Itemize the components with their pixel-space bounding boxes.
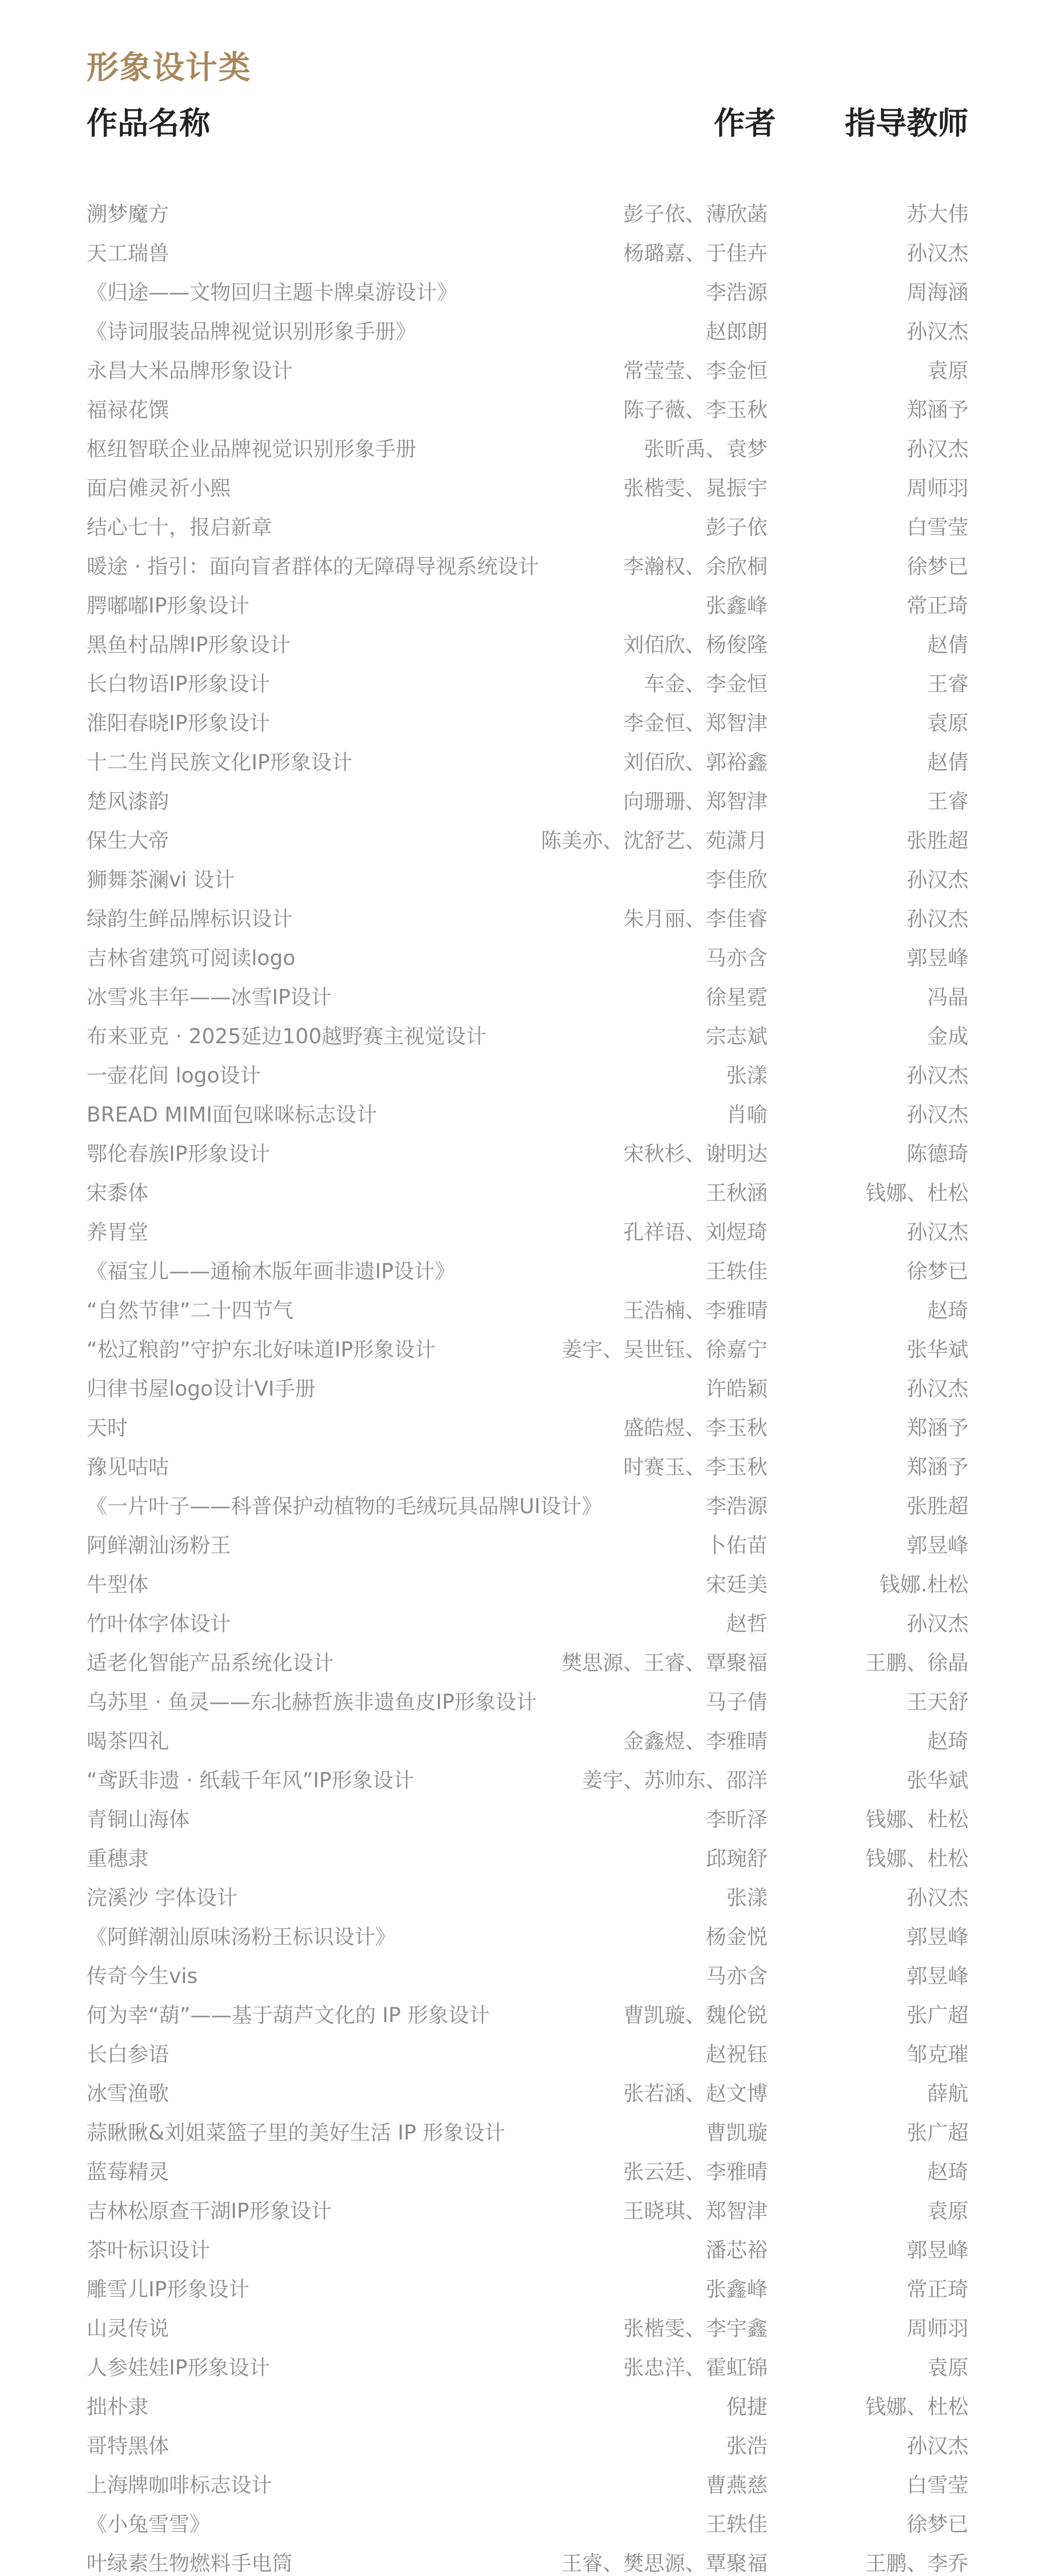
list-item bbox=[87, 625, 968, 665]
entry-authors: 孔祥语、刘煜琦 bbox=[623, 1221, 768, 1244]
entry-authors: 马子倩 bbox=[706, 1690, 768, 1714]
list-item bbox=[87, 351, 968, 391]
entry-advisor: 王鹏、李乔 bbox=[865, 2552, 968, 2575]
entry-title: 冰雪渔歌 bbox=[87, 2082, 169, 2106]
entry-advisor: 郭昱峰 bbox=[907, 1925, 968, 1949]
entry-title: 福禄花馔 bbox=[87, 398, 169, 422]
entry-authors: 张鑫峰 bbox=[706, 594, 768, 618]
entry-title: 狮舞茶澜vi 设计 bbox=[87, 868, 235, 892]
entry-advisor: 孙汉杰 bbox=[907, 437, 968, 461]
entry-advisor: 周师羽 bbox=[907, 2317, 968, 2341]
entry-authors: 张浩 bbox=[726, 2434, 768, 2458]
entry-title: BREAD MIMI面包咪咪标志设计 bbox=[87, 1103, 378, 1127]
entry-advisor: 郭昱峰 bbox=[907, 1534, 968, 1557]
entry-advisor: 郭昱峰 bbox=[907, 1964, 968, 1988]
award-list-page bbox=[87, 46, 968, 2575]
entry-advisor: 钱娜、杜松 bbox=[865, 1847, 968, 1871]
list-item bbox=[87, 2505, 968, 2544]
list-item bbox=[87, 2074, 968, 2113]
list-item bbox=[87, 1291, 968, 1330]
entry-authors: 李浩源 bbox=[706, 1495, 768, 1518]
entry-advisor: 陈德琦 bbox=[907, 1142, 968, 1166]
entry-authors: 杨璐嘉、于佳卉 bbox=[623, 242, 768, 265]
entry-advisor: 孙汉杰 bbox=[907, 1103, 968, 1127]
entry-authors: 赵郎朗 bbox=[706, 320, 768, 344]
list-item bbox=[87, 2544, 968, 2576]
entry-title: 蓝莓精灵 bbox=[87, 2160, 169, 2184]
list-item bbox=[87, 508, 968, 547]
list-item bbox=[87, 900, 968, 939]
entry-advisor: 郑涵予 bbox=[907, 398, 968, 422]
list-item bbox=[87, 1996, 968, 2035]
entry-advisor: 郭昱峰 bbox=[907, 946, 968, 970]
entry-title: 宋黍体 bbox=[87, 1181, 148, 1205]
entry-advisor: 孙汉杰 bbox=[907, 2434, 968, 2458]
entry-title: 吉林松原查干湖IP形象设计 bbox=[87, 2199, 332, 2223]
list-item bbox=[87, 1174, 968, 1213]
list-item bbox=[87, 273, 968, 312]
entry-title: 楚风漆韵 bbox=[87, 790, 169, 814]
entry-title: 永昌大米品牌形象设计 bbox=[87, 359, 293, 383]
list-item bbox=[87, 2192, 968, 2231]
entry-authors: 刘佰欣、郭裕鑫 bbox=[623, 751, 768, 774]
list-item bbox=[87, 2035, 968, 2074]
entry-title: 鄂伦春族IP形象设计 bbox=[87, 1142, 270, 1166]
entry-authors: 陈美亦、沈舒艺、苑潇月 bbox=[541, 829, 768, 853]
entry-advisor: 王鹏、徐晶 bbox=[865, 1651, 968, 1675]
entry-advisor: 苏大伟 bbox=[907, 202, 968, 226]
entry-advisor: 孙汉杰 bbox=[907, 1612, 968, 1636]
entry-title: 天工瑞兽 bbox=[87, 242, 169, 265]
entry-title: 豫见咕咕 bbox=[87, 1455, 169, 1479]
entry-title: 阿鲜潮汕汤粉王 bbox=[87, 1534, 231, 1557]
entry-advisor: 王睿 bbox=[927, 790, 968, 814]
entry-advisor: 张胜超 bbox=[907, 829, 968, 853]
entry-title: 溯梦魔方 bbox=[87, 202, 169, 226]
entry-authors: 张昕禹、袁梦 bbox=[644, 437, 768, 461]
entry-title: 喝茶四礼 bbox=[87, 1730, 169, 1753]
entry-advisor: 赵倩 bbox=[927, 751, 968, 774]
list-item bbox=[87, 1252, 968, 1291]
entry-title: 适老化智能产品系统化设计 bbox=[87, 1651, 334, 1675]
entry-authors: 李瀚权、余欣桐 bbox=[623, 555, 768, 579]
entry-advisor: 孙汉杰 bbox=[907, 320, 968, 344]
entry-authors: 李佳欣 bbox=[706, 868, 768, 892]
entry-authors: 王浩楠、李雅晴 bbox=[623, 1299, 768, 1323]
entry-authors: 王轶佳 bbox=[706, 2513, 768, 2536]
header-title-column: 作品名称 bbox=[87, 106, 210, 142]
entry-advisor: 王睿 bbox=[927, 672, 968, 696]
entry-title: “松辽粮韵”守护东北好味道IP形象设计 bbox=[87, 1338, 436, 1362]
entry-title: 茶叶标识设计 bbox=[87, 2239, 210, 2262]
entry-advisor: 邹克璀 bbox=[907, 2043, 968, 2066]
entry-advisor: 王天舒 bbox=[907, 1690, 968, 1714]
entry-advisor: 张华斌 bbox=[907, 1338, 968, 1362]
list-item bbox=[87, 1409, 968, 1448]
list-item bbox=[87, 939, 968, 978]
entry-advisor: 张胜超 bbox=[907, 1495, 968, 1518]
entry-title: 天时 bbox=[87, 1416, 128, 1440]
entry-title: 人参娃娃IP形象设计 bbox=[87, 2356, 270, 2380]
entry-authors: 盛皓煜、李玉秋 bbox=[623, 1416, 768, 1440]
list-item bbox=[87, 1800, 968, 1839]
entry-authors: 曹凯璇、魏伦锐 bbox=[623, 2004, 768, 2027]
entry-title: 面启傩灵祈小熙 bbox=[87, 477, 231, 500]
entry-authors: 朱月丽、李佳睿 bbox=[623, 907, 768, 931]
list-item bbox=[87, 1761, 968, 1800]
entry-authors: 金鑫煜、李雅晴 bbox=[623, 1730, 768, 1753]
entry-advisor: 袁原 bbox=[927, 711, 968, 735]
entry-authors: 张漾 bbox=[726, 1886, 768, 1910]
list-item bbox=[87, 2153, 968, 2192]
table-header bbox=[87, 98, 968, 160]
list-item bbox=[87, 704, 968, 743]
entry-advisor: 郑涵予 bbox=[907, 1416, 968, 1440]
entry-title: “鸢跃非遗 · 纸载千年风”IP形象设计 bbox=[87, 1769, 414, 1792]
list-item bbox=[87, 1957, 968, 1996]
entry-advisor: 张华斌 bbox=[907, 1769, 968, 1792]
entry-advisor: 孙汉杰 bbox=[907, 907, 968, 931]
entry-authors: 彭子依 bbox=[706, 516, 768, 539]
entry-authors: 常莹莹、李金恒 bbox=[623, 359, 768, 383]
list-item bbox=[87, 1878, 968, 1918]
entry-title: 黑鱼村品牌IP形象设计 bbox=[87, 633, 291, 657]
list-item bbox=[87, 1526, 968, 1565]
entry-title: 《诗词服装品牌视觉识别形象手册》 bbox=[87, 320, 416, 344]
entry-authors: 马亦含 bbox=[706, 1964, 768, 1988]
entry-advisor: 白雪莹 bbox=[907, 2473, 968, 2497]
entry-authors: 曹凯璇 bbox=[706, 2121, 768, 2145]
entry-advisor: 常正琦 bbox=[907, 2278, 968, 2301]
entry-authors: 王睿、樊思源、覃聚福 bbox=[561, 2552, 768, 2575]
entry-advisor: 周海涵 bbox=[907, 281, 968, 304]
entry-authors: 张楷雯、李宇鑫 bbox=[623, 2317, 768, 2341]
list-item bbox=[87, 2113, 968, 2153]
entry-authors: 徐星霓 bbox=[706, 986, 768, 1009]
entry-advisor: 孙汉杰 bbox=[907, 868, 968, 892]
entry-title: 布来亚克 · 2025延边100越野赛主视觉设计 bbox=[87, 1025, 487, 1048]
entry-advisor: 冯晶 bbox=[927, 986, 968, 1009]
entry-advisor: 郭昱峰 bbox=[907, 2239, 968, 2262]
entry-advisor: 郑涵予 bbox=[907, 1455, 968, 1479]
entry-authors: 李金恒、郑智津 bbox=[623, 711, 768, 735]
entry-authors: 陈子薇、李玉秋 bbox=[623, 398, 768, 422]
entry-title: 吉林省建筑可阅读logo bbox=[87, 946, 296, 970]
entry-title: 蒜瞅瞅&刘姐菜篮子里的美好生活 IP 形象设计 bbox=[87, 2121, 505, 2145]
entries-list bbox=[87, 195, 968, 2576]
list-item bbox=[87, 195, 968, 234]
entry-title: 保生大帝 bbox=[87, 829, 169, 853]
entry-advisor: 孙汉杰 bbox=[907, 1886, 968, 1910]
entry-title: 拙朴隶 bbox=[87, 2395, 148, 2419]
entry-advisor: 张广超 bbox=[907, 2004, 968, 2027]
entry-advisor: 袁原 bbox=[927, 359, 968, 383]
entry-authors: 彭子依、薄欣菡 bbox=[623, 202, 768, 226]
entry-authors: 肖喻 bbox=[726, 1103, 768, 1127]
entry-authors: 马亦含 bbox=[706, 946, 768, 970]
list-item bbox=[87, 2387, 968, 2427]
list-item bbox=[87, 978, 968, 1017]
entry-title: 一壶花间 logo设计 bbox=[87, 1064, 261, 1088]
entry-title: 长白物语IP形象设计 bbox=[87, 672, 270, 696]
entry-advisor: 孙汉杰 bbox=[907, 242, 968, 265]
list-item bbox=[87, 1369, 968, 1409]
entry-advisor: 袁原 bbox=[927, 2356, 968, 2380]
entry-authors: 宗志斌 bbox=[706, 1025, 768, 1048]
entry-title: 枢纽智联企业品牌视觉识别形象手册 bbox=[87, 437, 416, 461]
entry-authors: 李昕泽 bbox=[706, 1808, 768, 1832]
list-item bbox=[87, 1213, 968, 1252]
list-item bbox=[87, 547, 968, 586]
entry-authors: 卜佑苗 bbox=[706, 1534, 768, 1557]
list-item bbox=[87, 2231, 968, 2270]
entry-title: 《阿鲜潮汕原味汤粉王标识设计》 bbox=[87, 1925, 396, 1949]
list-item bbox=[87, 2466, 968, 2505]
entry-authors: 邱琬舒 bbox=[706, 1847, 768, 1871]
entry-authors: 王秋涵 bbox=[706, 1181, 768, 1205]
list-item bbox=[87, 586, 968, 625]
category-title: 形象设计类 bbox=[87, 48, 252, 86]
entry-authors: 向珊珊、郑智津 bbox=[623, 790, 768, 814]
entry-authors: 许皓颖 bbox=[706, 1377, 768, 1401]
entry-authors: 赵哲 bbox=[726, 1612, 768, 1636]
list-item bbox=[87, 2309, 968, 2348]
entry-title: 归律书屋logo设计VI手册 bbox=[87, 1377, 316, 1401]
entry-advisor: 赵琦 bbox=[927, 1299, 968, 1323]
entry-title: 雕雪儿IP形象设计 bbox=[87, 2278, 249, 2301]
entry-title: 山灵传说 bbox=[87, 2317, 169, 2341]
entry-title: 结心七十，报启新章 bbox=[87, 516, 272, 539]
entry-title: 冰雪兆丰年——冰雪IP设计 bbox=[87, 986, 332, 1009]
list-item bbox=[87, 1330, 968, 1369]
list-item bbox=[87, 1017, 968, 1056]
entry-advisor: 赵琦 bbox=[927, 1730, 968, 1753]
entry-advisor: 徐梦已 bbox=[907, 2513, 968, 2536]
entry-title: 暖途 · 指引：面向盲者群体的无障碍导视系统设计 bbox=[87, 555, 539, 579]
entry-title: 《小兔雪雪》 bbox=[87, 2513, 210, 2536]
list-item bbox=[87, 312, 968, 351]
entry-title: 长白参语 bbox=[87, 2043, 169, 2066]
list-item bbox=[87, 2348, 968, 2387]
entry-title: 传奇今生vis bbox=[87, 1964, 198, 1988]
entry-authors: 李浩源 bbox=[706, 281, 768, 304]
list-item bbox=[87, 1604, 968, 1643]
entry-title: 牛型体 bbox=[87, 1573, 148, 1597]
list-item bbox=[87, 1056, 968, 1095]
entry-advisor: 金成 bbox=[927, 1025, 968, 1048]
header-advisor-column: 指导教师 bbox=[845, 106, 968, 142]
entry-advisor: 钱娜、杜松 bbox=[865, 1808, 968, 1832]
list-item bbox=[87, 234, 968, 273]
entry-advisor: 张广超 bbox=[907, 2121, 968, 2145]
entry-title: 十二生肖民族文化IP形象设计 bbox=[87, 751, 352, 774]
entry-advisor: 徐梦已 bbox=[907, 555, 968, 579]
list-item bbox=[87, 1839, 968, 1878]
entry-title: “自然节律”二十四节气 bbox=[87, 1299, 294, 1323]
list-item bbox=[87, 743, 968, 782]
header-author-column: 作者 bbox=[714, 106, 776, 142]
entry-advisor: 常正琦 bbox=[907, 594, 968, 618]
entry-title: 淮阳春晓IP形象设计 bbox=[87, 711, 270, 735]
entry-authors: 姜宇、吴世钰、徐嘉宁 bbox=[561, 1338, 768, 1362]
entry-authors: 曹燕慈 bbox=[706, 2473, 768, 2497]
entry-authors: 王晓琪、郑智津 bbox=[623, 2199, 768, 2223]
entry-advisor: 赵琦 bbox=[927, 2160, 968, 2184]
list-item bbox=[87, 1722, 968, 1761]
entry-authors: 时赛玉、李玉秋 bbox=[623, 1455, 768, 1479]
entry-title: 哥特黑体 bbox=[87, 2434, 169, 2458]
entry-advisor: 孙汉杰 bbox=[907, 1377, 968, 1401]
entry-authors: 张鑫峰 bbox=[706, 2278, 768, 2301]
entry-advisor: 赵倩 bbox=[927, 633, 968, 657]
entry-title: 《一片叶子——科普保护动植物的毛绒玩具品牌UI设计》 bbox=[87, 1495, 603, 1518]
list-item bbox=[87, 665, 968, 704]
list-item bbox=[87, 391, 968, 430]
entry-title: 《福宝儿——通榆木版年画非遗IP设计》 bbox=[87, 1260, 455, 1283]
entry-advisor: 钱娜、杜松 bbox=[865, 2395, 968, 2419]
entry-advisor: 白雪莹 bbox=[907, 516, 968, 539]
entry-advisor: 薛航 bbox=[927, 2082, 968, 2106]
list-item bbox=[87, 1643, 968, 1683]
list-item bbox=[87, 430, 968, 469]
entry-authors: 王轶佳 bbox=[706, 1260, 768, 1283]
entry-advisor: 钱娜.杜松 bbox=[879, 1573, 968, 1597]
list-item bbox=[87, 2270, 968, 2309]
entry-title: 浣溪沙 字体设计 bbox=[87, 1886, 237, 1910]
list-item bbox=[87, 821, 968, 860]
list-item bbox=[87, 860, 968, 900]
list-item bbox=[87, 1683, 968, 1722]
entry-advisor: 周师羽 bbox=[907, 477, 968, 500]
entry-title: 青铜山海体 bbox=[87, 1808, 190, 1832]
entry-authors: 杨金悦 bbox=[706, 1925, 768, 1949]
list-item bbox=[87, 1487, 968, 1526]
entry-title: 腭嘟嘟IP形象设计 bbox=[87, 594, 249, 618]
entry-title: 竹叶体字体设计 bbox=[87, 1612, 231, 1636]
list-item bbox=[87, 782, 968, 821]
list-item bbox=[87, 1918, 968, 1957]
entry-title: 重穗隶 bbox=[87, 1847, 148, 1871]
entry-authors: 倪捷 bbox=[726, 2395, 768, 2419]
entry-authors: 刘佰欣、杨俊隆 bbox=[623, 633, 768, 657]
list-item bbox=[87, 469, 968, 508]
entry-title: 叶绿素生物燃料手电筒 bbox=[87, 2552, 293, 2575]
entry-authors: 张若涵、赵文博 bbox=[623, 2082, 768, 2106]
entry-authors: 宋秋杉、谢明达 bbox=[623, 1142, 768, 1166]
entry-authors: 赵祝钰 bbox=[706, 2043, 768, 2066]
list-item bbox=[87, 1095, 968, 1134]
entry-authors: 张楷雯、晁振宇 bbox=[623, 477, 768, 500]
entry-authors: 樊思源、王睿、覃聚福 bbox=[561, 1651, 768, 1675]
entry-authors: 车金、李金恒 bbox=[644, 672, 768, 696]
entry-authors: 张忠洋、霍虹锦 bbox=[623, 2356, 768, 2380]
entry-advisor: 袁原 bbox=[927, 2199, 968, 2223]
entry-title: 绿韵生鲜品牌标识设计 bbox=[87, 907, 293, 931]
entry-authors: 张云廷、李雅晴 bbox=[623, 2160, 768, 2184]
list-item bbox=[87, 1448, 968, 1487]
entry-authors: 张漾 bbox=[726, 1064, 768, 1088]
entry-advisor: 孙汉杰 bbox=[907, 1221, 968, 1244]
entry-authors: 宋廷美 bbox=[706, 1573, 768, 1597]
entry-advisor: 钱娜、杜松 bbox=[865, 1181, 968, 1205]
entry-advisor: 徐梦已 bbox=[907, 1260, 968, 1283]
entry-authors: 姜宇、苏帅东、邵洋 bbox=[582, 1769, 768, 1792]
list-item bbox=[87, 2427, 968, 2466]
entry-title: 何为幸“葫”——基于葫芦文化的 IP 形象设计 bbox=[87, 2004, 490, 2027]
entry-title: 养胃堂 bbox=[87, 1221, 148, 1244]
list-item bbox=[87, 1565, 968, 1604]
list-item bbox=[87, 1134, 968, 1174]
entry-authors: 潘芯裕 bbox=[706, 2239, 768, 2262]
entry-title: 乌苏里 · 鱼灵——东北赫哲族非遗鱼皮IP形象设计 bbox=[87, 1690, 537, 1714]
entry-title: 上海牌咖啡标志设计 bbox=[87, 2473, 272, 2497]
entry-title: 《归途——文物回归主题卡牌桌游设计》 bbox=[87, 281, 457, 304]
entry-advisor: 孙汉杰 bbox=[907, 1064, 968, 1088]
